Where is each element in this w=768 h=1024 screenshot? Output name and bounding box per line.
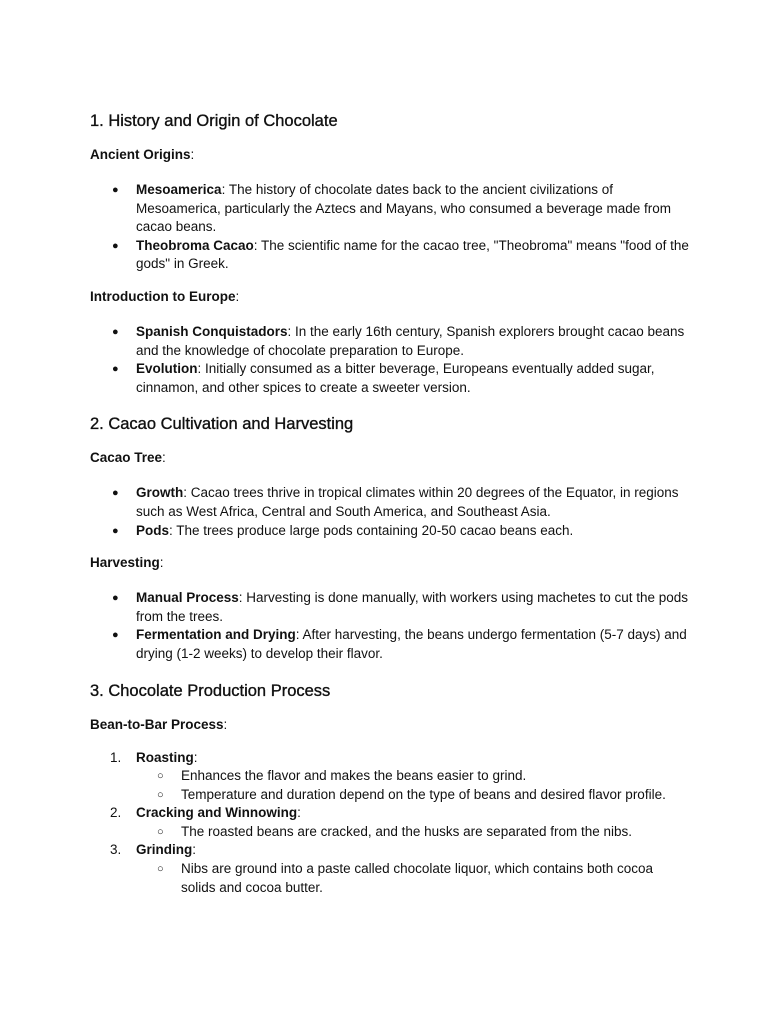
- bullet-icon: ●: [112, 184, 119, 196]
- list-item: 2. Cracking and Winnowing:: [90, 804, 690, 823]
- subheading-introduction-europe: Introduction to Europe:: [90, 288, 240, 304]
- list-item: ● Theobroma Cacao: The scientific name for the cacao tree, "Theobroma" means "food of the gods" in Greek.: [112, 237, 689, 272]
- list-item: ● Fermentation and Drying: After harvesting, the beans undergo fermentation (5-7 days) and drying (1-2 weeks) to develop their flavor.: [112, 627, 687, 661]
- list-item: ● Manual Process: Harvesting is done manually, with workers using machetes to cut the pods from the trees.: [112, 590, 689, 624]
- list-bean-to-bar: [90, 749, 690, 898]
- list-harvesting: [90, 589, 690, 663]
- list-item: ● Spanish Conquistadors: In the early 16th century, Spanish explorers brought cacao beans and the knowledge of chocolate preparation to Europe.: [112, 323, 685, 358]
- sub-list-item: ○ Nibs are ground into a paste called chocolate liquor, which contains both cocoa solids and cocoa butter.: [157, 861, 654, 895]
- circle-bullet-icon: ○: [157, 825, 164, 838]
- bullet-icon: ●: [112, 487, 119, 500]
- list-item: 1. Roasting:: [90, 749, 690, 768]
- sub-list-item: ○ The roasted beans are cracked, and the husks are separated from the nibs.: [90, 823, 690, 842]
- subheading-cacao-tree: Cacao Tree:: [90, 450, 166, 466]
- subheading-harvesting: Harvesting:: [90, 555, 164, 571]
- subheading-bean-to-bar: Bean-to-Bar Process:: [90, 716, 228, 732]
- list-item: 3. Grinding:: [90, 841, 690, 860]
- list-item: ● Growth: Cacao trees thrive in tropical climates within 20 degrees of the Equator, in regions such as West Africa, Central and South America, and Southeast Asia.: [112, 485, 679, 519]
- section-heading-production: 3. Chocolate Production Process: [90, 681, 331, 700]
- subheading-ancient-origins: Ancient Origins:: [90, 147, 195, 162]
- step-number: 1.: [110, 749, 122, 765]
- list-item: ● Evolution: Initially consumed as a bitter beverage, Europeans eventually added sugar, cinnamon, and other spices to create a sweeter version.: [112, 361, 655, 395]
- bullet-icon: ●: [112, 592, 119, 605]
- circle-bullet-icon: ○: [157, 863, 164, 876]
- bullet-icon: ●: [112, 325, 119, 338]
- list-introduction-europe: [90, 323, 690, 397]
- step-number: 2.: [110, 805, 122, 821]
- section-heading-history: 1. History and Origin of Chocolate: [90, 112, 338, 130]
- bullet-icon: ●: [112, 629, 119, 642]
- bullet-icon: ●: [112, 239, 119, 252]
- circle-bullet-icon: ○: [157, 788, 164, 801]
- list-item: ● Mesoamerica: The history of chocolate dates back to the ancient civilizations of Mesoamerica, particularly the Aztecs and Mayans, who consumed a beverage made from cacao beans.: [112, 182, 672, 235]
- bullet-icon: ●: [112, 524, 119, 537]
- bullet-icon: ●: [112, 363, 119, 376]
- list-cacao-tree: [90, 484, 690, 540]
- step-number: 3.: [110, 842, 122, 858]
- list-item: ● Pods: The trees produce large pods containing 20-50 cacao beans each.: [90, 522, 690, 541]
- list-ancient-origins: [90, 181, 690, 274]
- sub-list-item: ○ Enhances the flavor and makes the beans easier to grind.: [90, 767, 690, 786]
- circle-bullet-icon: ○: [157, 770, 164, 783]
- sub-list-item: ○ Temperature and duration depend on the type of beans and desired flavor profile.: [90, 786, 690, 805]
- document-page: [90, 110, 690, 897]
- section-heading-cultivation: 2. Cacao Cultivation and Harvesting: [90, 415, 354, 434]
